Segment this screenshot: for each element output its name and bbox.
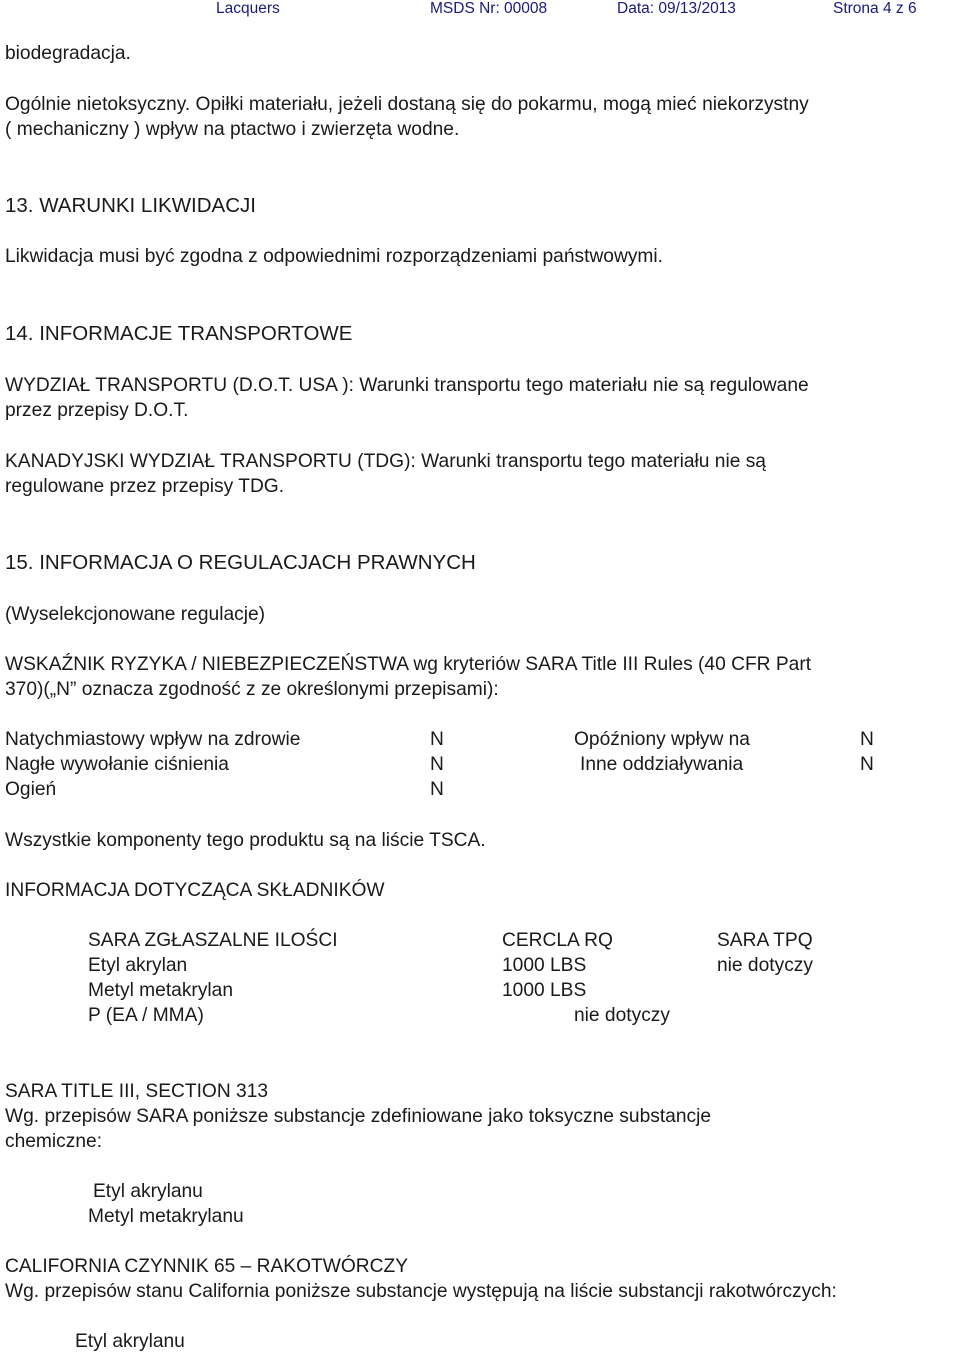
- hazard-criteria-line-2: 370)(„N” oznacza zgodność z ze określonymi przepisami):: [5, 679, 499, 700]
- hazard-value: N: [430, 729, 444, 750]
- california-65-text: Wg. przepisów stanu California poniższe substancje występują na liście substancji rakotwórczych:: [5, 1281, 837, 1302]
- text-biodegradation: biodegradacja.: [5, 43, 131, 64]
- dot-text-line-2: przez przepisy D.O.T.: [5, 400, 189, 421]
- sara-313-title: SARA TITLE III, SECTION 313: [5, 1081, 269, 1102]
- section-15-subtitle: (Wyselekcjonowane regulacje): [5, 604, 266, 625]
- hazard-value: N: [430, 779, 444, 800]
- header-page-number: Strona 4 z 6: [833, 0, 917, 17]
- table-cell: 1000 LBS: [502, 955, 587, 976]
- section-13-text: Likwidacja musi być zgodna z odpowiednimi rozporządzeniami państwowymi.: [5, 246, 664, 267]
- hazard-label: Inne oddziaływania: [580, 754, 744, 775]
- table-cell: 1000 LBS: [502, 980, 587, 1001]
- tdg-text-line-2: regulowane przez przepisy TDG.: [5, 476, 285, 497]
- hazard-value: N: [860, 729, 874, 750]
- header-date: Data: 09/13/2013: [617, 0, 736, 17]
- section-13-title: 13. WARUNKI LIKWIDACJI: [5, 194, 256, 217]
- hazard-value: N: [430, 754, 444, 775]
- tdg-text-line-1: KANADYJSKI WYDZIAŁ TRANSPORTU (TDG): Warunki transportu tego materiału nie są: [5, 451, 766, 472]
- table-cell: P (EA / MMA): [88, 1005, 204, 1026]
- section-14-title: 14. INFORMACJE TRANSPORTOWE: [5, 322, 353, 345]
- hazard-value: N: [860, 754, 874, 775]
- table-header-cercla-rq: CERCLA RQ: [502, 930, 613, 951]
- tsca-statement: Wszystkie komponenty tego produktu są na liście TSCA.: [5, 830, 486, 851]
- hazard-criteria-line-1: WSKAŹNIK RYZYKA / NIEBEZPIECZEŃSTWA wg kryteriów SARA Title III Rules (40 CFR Part: [5, 654, 812, 675]
- header-company: Lacquers: [216, 0, 280, 17]
- table-header-sara-tpq: SARA TPQ: [717, 930, 813, 951]
- hazard-label: Ogień: [5, 779, 57, 800]
- california-65-title: CALIFORNIA CZYNNIK 65 – RAKOTWÓRCZY: [5, 1256, 409, 1277]
- hazard-label: Opóźniony wpływ na: [574, 729, 750, 750]
- dot-text-line-1: WYDZIAŁ TRANSPORTU (D.O.T. USA ): Warunki transportu tego materiału nie są regulowane: [5, 375, 809, 396]
- sara-313-item: Metyl metakrylanu: [88, 1206, 244, 1227]
- table-cell: Etyl akrylan: [88, 955, 188, 976]
- text-toxicity-line-2: ( mechaniczny ) wpływ na ptactwo i zwierzęta wodne.: [5, 119, 460, 140]
- section-15-title: 15. INFORMACJA O REGULACJACH PRAWNYCH: [5, 551, 476, 574]
- hazard-label: Natychmiastowy wpływ na zdrowie: [5, 729, 301, 750]
- table-cell: nie dotyczy: [574, 1005, 670, 1026]
- text-toxicity-line-1: Ogólnie nietoksyczny. Opiłki materiału, jeżeli dostaną się do pokarmu, mogą mieć niekorzystny: [5, 94, 809, 115]
- components-info-title: INFORMACJA DOTYCZĄCA SKŁADNIKÓW: [5, 880, 385, 901]
- sara-313-item: Etyl akrylanu: [93, 1181, 203, 1202]
- table-cell: Metyl metakrylan: [88, 980, 234, 1001]
- table-cell: nie dotyczy: [717, 955, 813, 976]
- hazard-label: Nagłe wywołanie ciśnienia: [5, 754, 229, 775]
- table-header-sara-quantities: SARA ZGŁASZALNE ILOŚCI: [88, 930, 338, 951]
- california-65-item: Etyl akrylanu: [75, 1331, 185, 1352]
- header-msds-number: MSDS Nr: 00008: [430, 0, 548, 17]
- sara-313-text-line-2: chemiczne:: [5, 1131, 103, 1152]
- sara-313-text-line-1: Wg. przepisów SARA poniższe substancje zdefiniowane jako toksyczne substancje: [5, 1106, 712, 1127]
